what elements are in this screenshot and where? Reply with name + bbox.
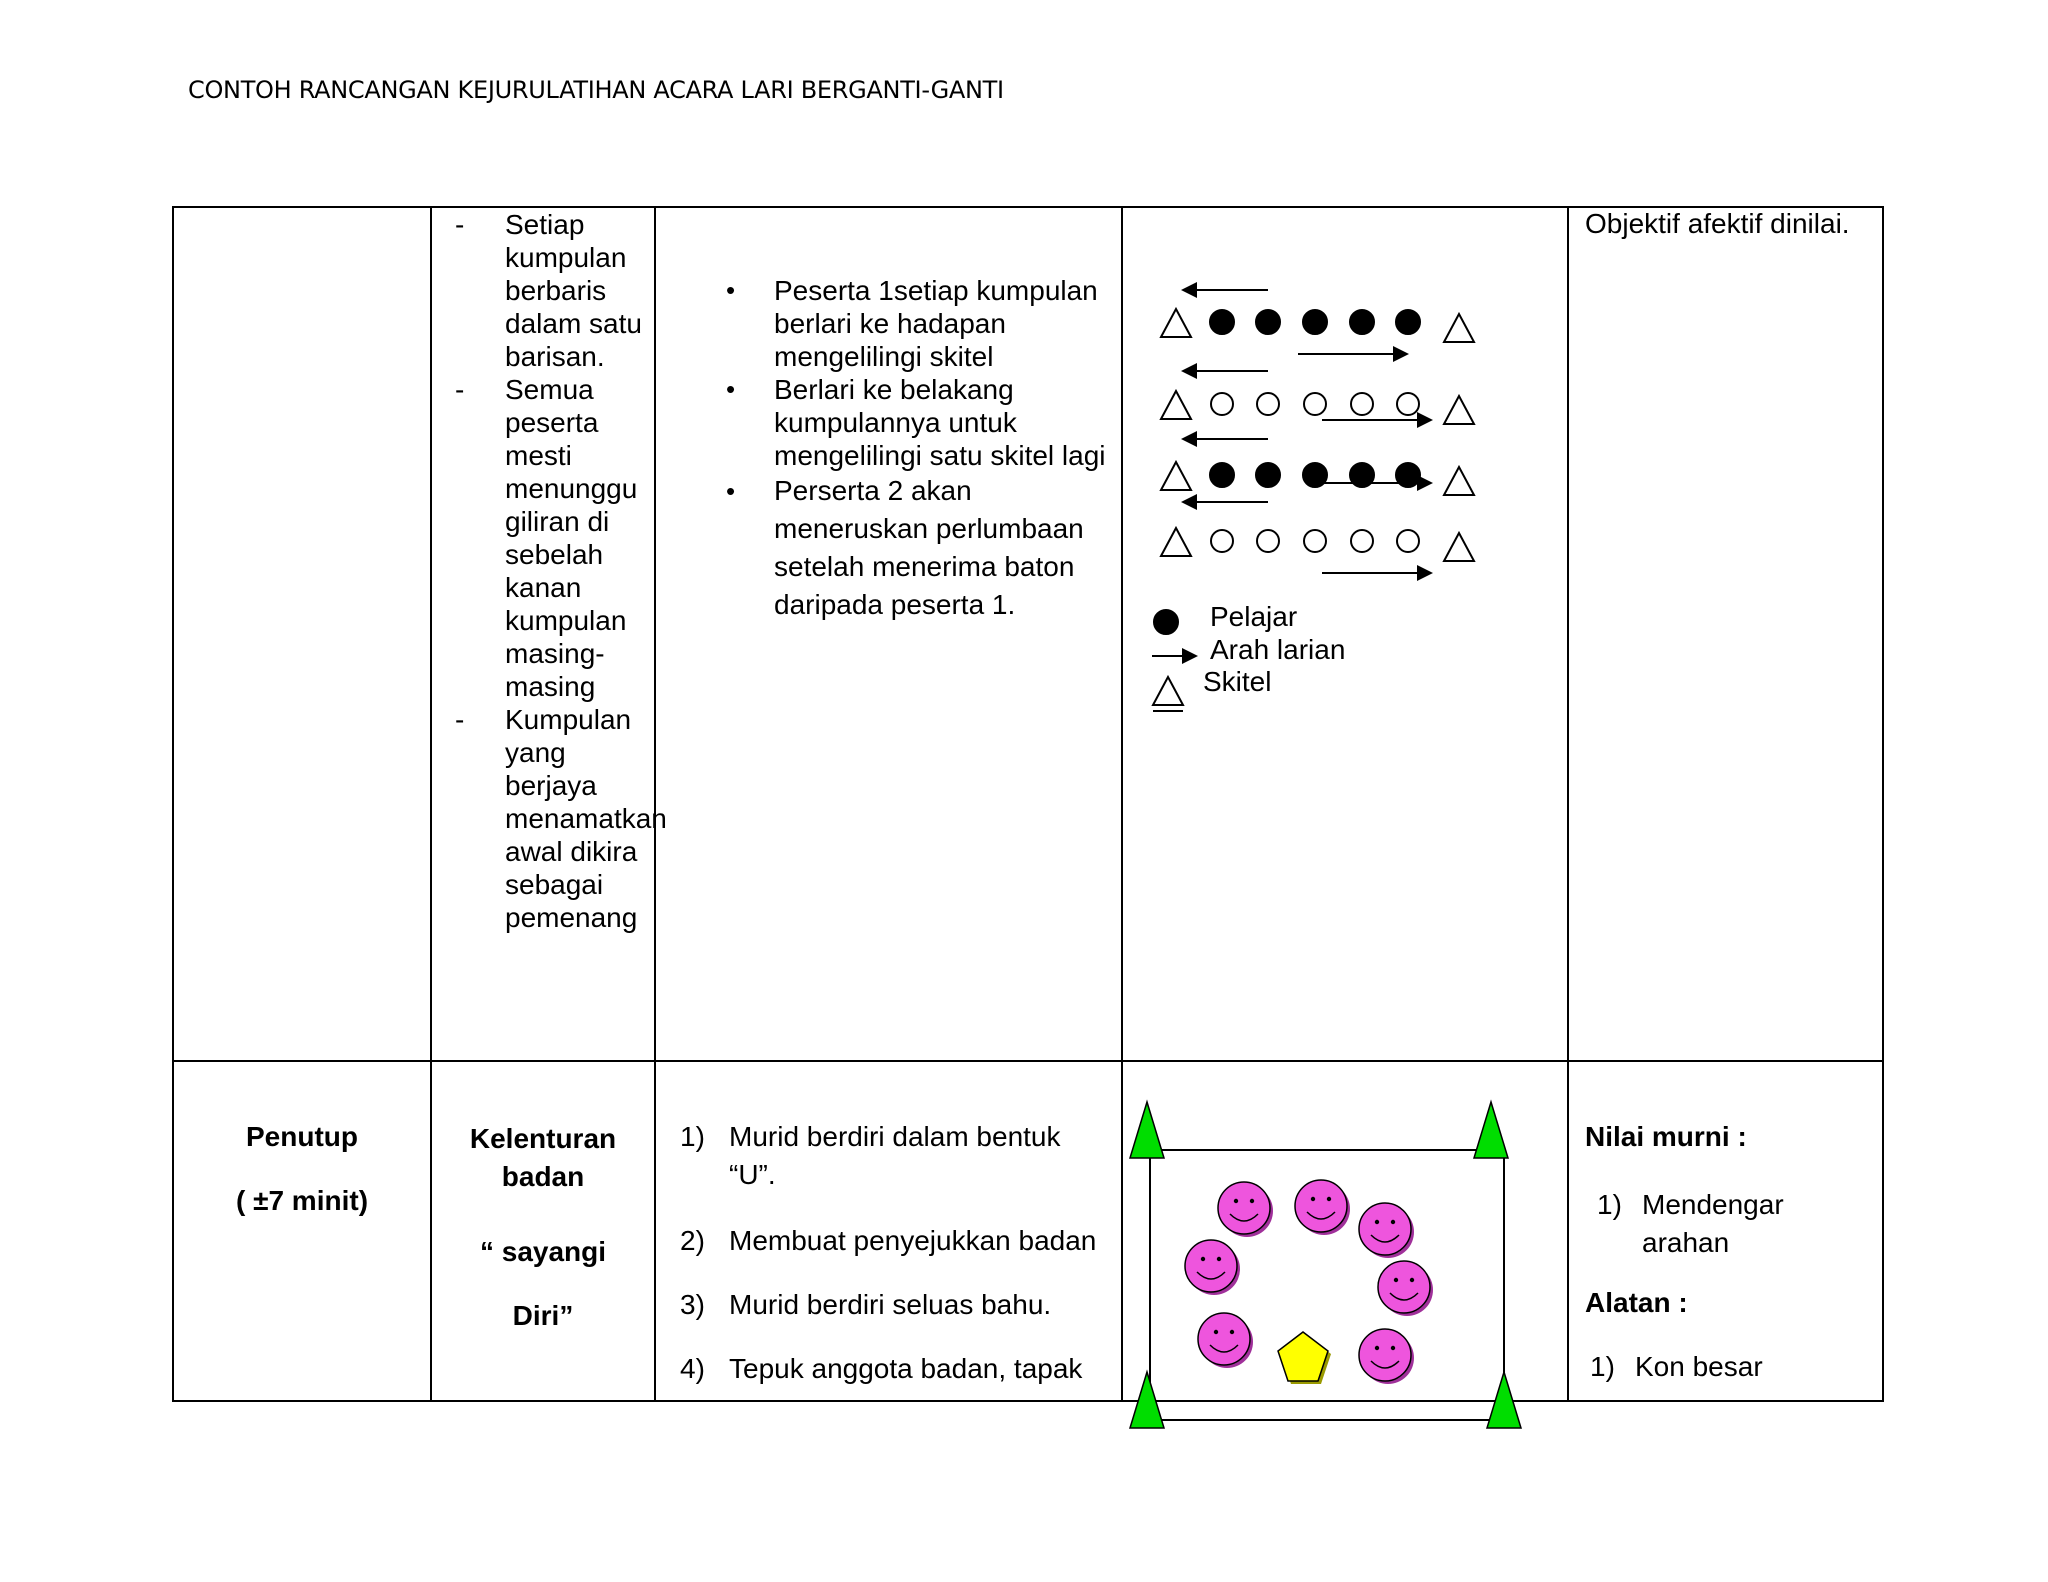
- affective-objective-text: Objektif afektif dinilai.: [1585, 208, 1850, 239]
- smiley-face-icon: [1378, 1261, 1430, 1313]
- smiley-eye: [1410, 1278, 1414, 1282]
- smiley-face-icon: [1185, 1240, 1237, 1292]
- cone-icon: [1130, 1372, 1164, 1428]
- smiley-eye: [1201, 1257, 1205, 1261]
- list-item: - Setiap kumpulan berbaris dalam satu barisan.: [455, 209, 642, 372]
- smiley-eye: [1250, 1199, 1254, 1203]
- legend-direction-label: Arah larian: [1210, 634, 1346, 665]
- smiley-face-icon: [1198, 1313, 1250, 1365]
- smiley-eye: [1234, 1199, 1238, 1203]
- tools-label: Alatan :: [1585, 1287, 1688, 1318]
- phase-time: ( ±7 minit): [235, 1185, 369, 1216]
- cone-icon: [1130, 1102, 1164, 1158]
- smiley-face-icon: [1359, 1203, 1411, 1255]
- smiley-face-icon: [1359, 1329, 1411, 1381]
- smiley-eye: [1375, 1220, 1379, 1224]
- list-item: • Peserta 1setiap kumpulan berlari ke hadapan mengelilingi skitel: [726, 275, 1098, 372]
- smiley-eye: [1327, 1197, 1331, 1201]
- cone-icon: [1474, 1102, 1508, 1158]
- smiley-eye: [1217, 1257, 1221, 1261]
- page-header: CONTOH RANCANGAN KEJURULATIHAN ACARA LARI BERGANTI-GANTI: [188, 76, 1004, 104]
- smiley-eye: [1311, 1197, 1315, 1201]
- smiley-face-icon: [1295, 1180, 1347, 1232]
- smiley-eye: [1214, 1330, 1218, 1334]
- list-item: • Berlari ke belakang kumpulannya untuk mengelilingi satu skitel lagi: [726, 374, 1106, 471]
- list-item: - Kumpulan yang berjaya menamatkan awal dikira sebagai pemenang: [455, 704, 667, 933]
- activity-subtitle: “ sayangi Diri”: [479, 1236, 607, 1331]
- smiley-eye: [1394, 1278, 1398, 1282]
- list-item: 1) Murid berdiri dalam bentuk “U”.: [680, 1121, 1061, 1190]
- pentagon-marker: [1278, 1332, 1328, 1381]
- list-item: - Semua peserta mesti menunggu giliran di sebelah kanan kumpulan masing-masing: [455, 374, 638, 702]
- cone-icon: [1487, 1372, 1521, 1428]
- values-label: Nilai murni :: [1585, 1121, 1747, 1152]
- list-item: • Perserta 2 akan meneruskan perlumbaan setelah menerima baton daripada peserta 1.: [726, 475, 1084, 620]
- phase-title: Penutup: [246, 1121, 358, 1152]
- smiley-eye: [1391, 1220, 1395, 1224]
- smiley-face-icon: [1218, 1182, 1270, 1234]
- smiley-eye: [1391, 1346, 1395, 1350]
- legend-skittle-label: Skitel: [1203, 666, 1272, 697]
- activity-title: Kelenturan badan: [469, 1123, 617, 1192]
- smiley-eye: [1230, 1330, 1234, 1334]
- legend-student-label: Pelajar: [1210, 601, 1298, 632]
- smiley-eye: [1375, 1346, 1379, 1350]
